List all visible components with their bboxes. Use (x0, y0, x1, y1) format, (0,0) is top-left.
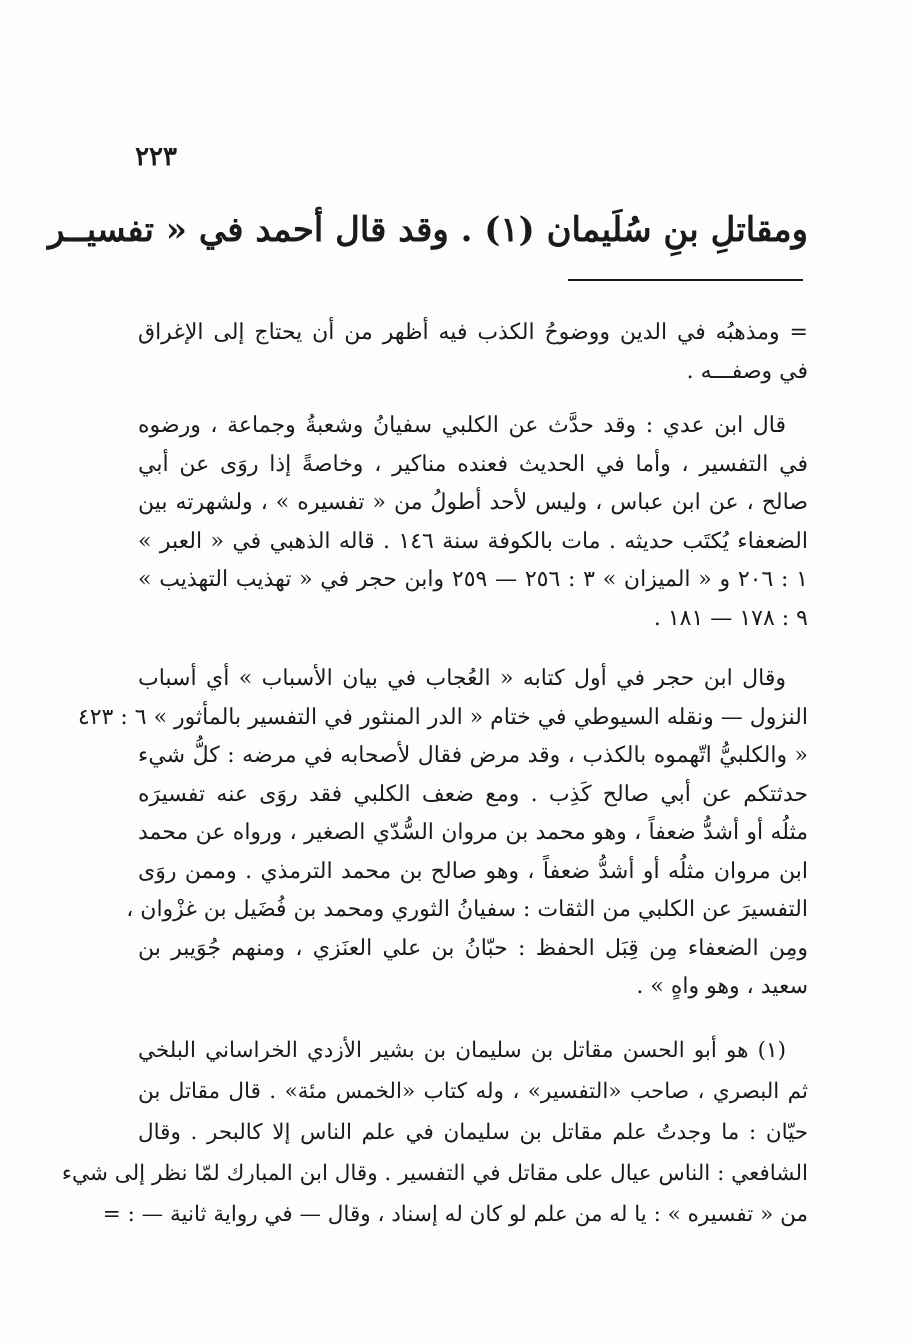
text-line: « والكلبيُّ اتّهموه بالكذب ، وقد مرض فقال لأصحابه في مرضه : كلُّ شيء (138, 743, 808, 768)
text-line: سعيد ، وهو واهٍ » . (636, 974, 808, 999)
text-line: ١ : ٢٠٦ و « الميزان » ٣ : ٢٥٦ — ٢٥٩ وابن حجر في « تهذيب التهذيب » (138, 567, 808, 592)
text-line: = ومذهبُه في الدين ووضوحُ الكذب فيه أظهر من أن يحتاج إلى الإغراق (138, 320, 808, 345)
heading-line: ومقاتلِ بنِ سُلَيمان (١) . وقد قال أحمد في « تفسيــر (48, 210, 808, 250)
paragraph-ibn-hajar (77, 660, 808, 1007)
text-line: في وصفـــه . (686, 358, 808, 384)
footnote (61, 1030, 808, 1235)
text-line: ٩ : ١٧٨ — ١٨١ . (653, 605, 808, 631)
text-line: حدثتكم عن أبي صالح كَذِب . ومع ضعف الكلبي فقد روَى عنه تفسيرَه (138, 781, 808, 807)
text-line: ابن مروان مثلُه أو أشدُّ ضعفاً ، وهو صالح بن محمد الترمذي . وممن روَى (138, 858, 808, 884)
text-line: صالح ، عن ابن عباس ، وليس لأحد أطولُ من « تفسيره » ، ولشهرته بين (138, 490, 808, 515)
paragraph-ibn-adi (138, 407, 808, 638)
text-line: ومِن الضعفاء مِن قِبَل الحفظ : حبّانُ بن علي العنَزي ، ومنهم جُوَيبر بن (138, 935, 808, 961)
text-line: الشافعي : الناس عيال على مقاتل في التفسير . وقال ابن المبارك لمّا نظر إلى شيء (61, 1161, 808, 1186)
text-line: التفسيرَ عن الكلبي من الثقات : سفيانُ الثوري ومحمد بن فُضَيل بن غزْوان ، (126, 897, 808, 922)
text-line: الضعفاء يُكتَب حديثه . مات بالكوفة سنة ١٤٦ . قاله الذهبي في « العبر » (138, 528, 808, 554)
text-line: من « تفسيره » : يا له من علم لو كان له إسناد ، وقال — في رواية ثانية — : = (102, 1202, 808, 1227)
continuation-note (138, 314, 808, 391)
text-line: في التفسير ، وأما في الحديث فعنده مناكير ، وخاصةً إذا روَى عن أبي (138, 451, 808, 477)
page-number: ٢٢٣ (135, 142, 177, 172)
footnote-separator (568, 279, 803, 281)
text-line: مثلُه أو أشدُّ ضعفاً ، وهو محمد بن مروان السُّدّي الصغير ، ورواه عن محمد (138, 820, 808, 845)
text-line: قال ابن عدي : وقد حدَّث عن الكلبي سفيانُ وشعبةُ وجماعة ، ورضوه (138, 413, 786, 438)
text-line: ثم البصري ، صاحب «التفسير» ، وله كتاب «الخمس مئة» . قال مقاتل بن (138, 1079, 808, 1104)
text-line: (١) هو أبو الحسن مقاتل بن سليمان بن بشير الأزدي الخراساني البلخي (138, 1038, 786, 1063)
text-line: وقال ابن حجر في أول كتابه « العُجاب في بيان الأسباب » أي أسباب (138, 666, 786, 691)
text-line: حيّان : ما وجدتُ علم مقاتل بن سليمان في علم الناس إلا كالبحر . وقال (138, 1120, 808, 1145)
text-line: النزول — ونقله السيوطي في ختام « الدر المنثور في التفسير بالمأثور » ٦ : ٤٢٣ (77, 704, 808, 730)
